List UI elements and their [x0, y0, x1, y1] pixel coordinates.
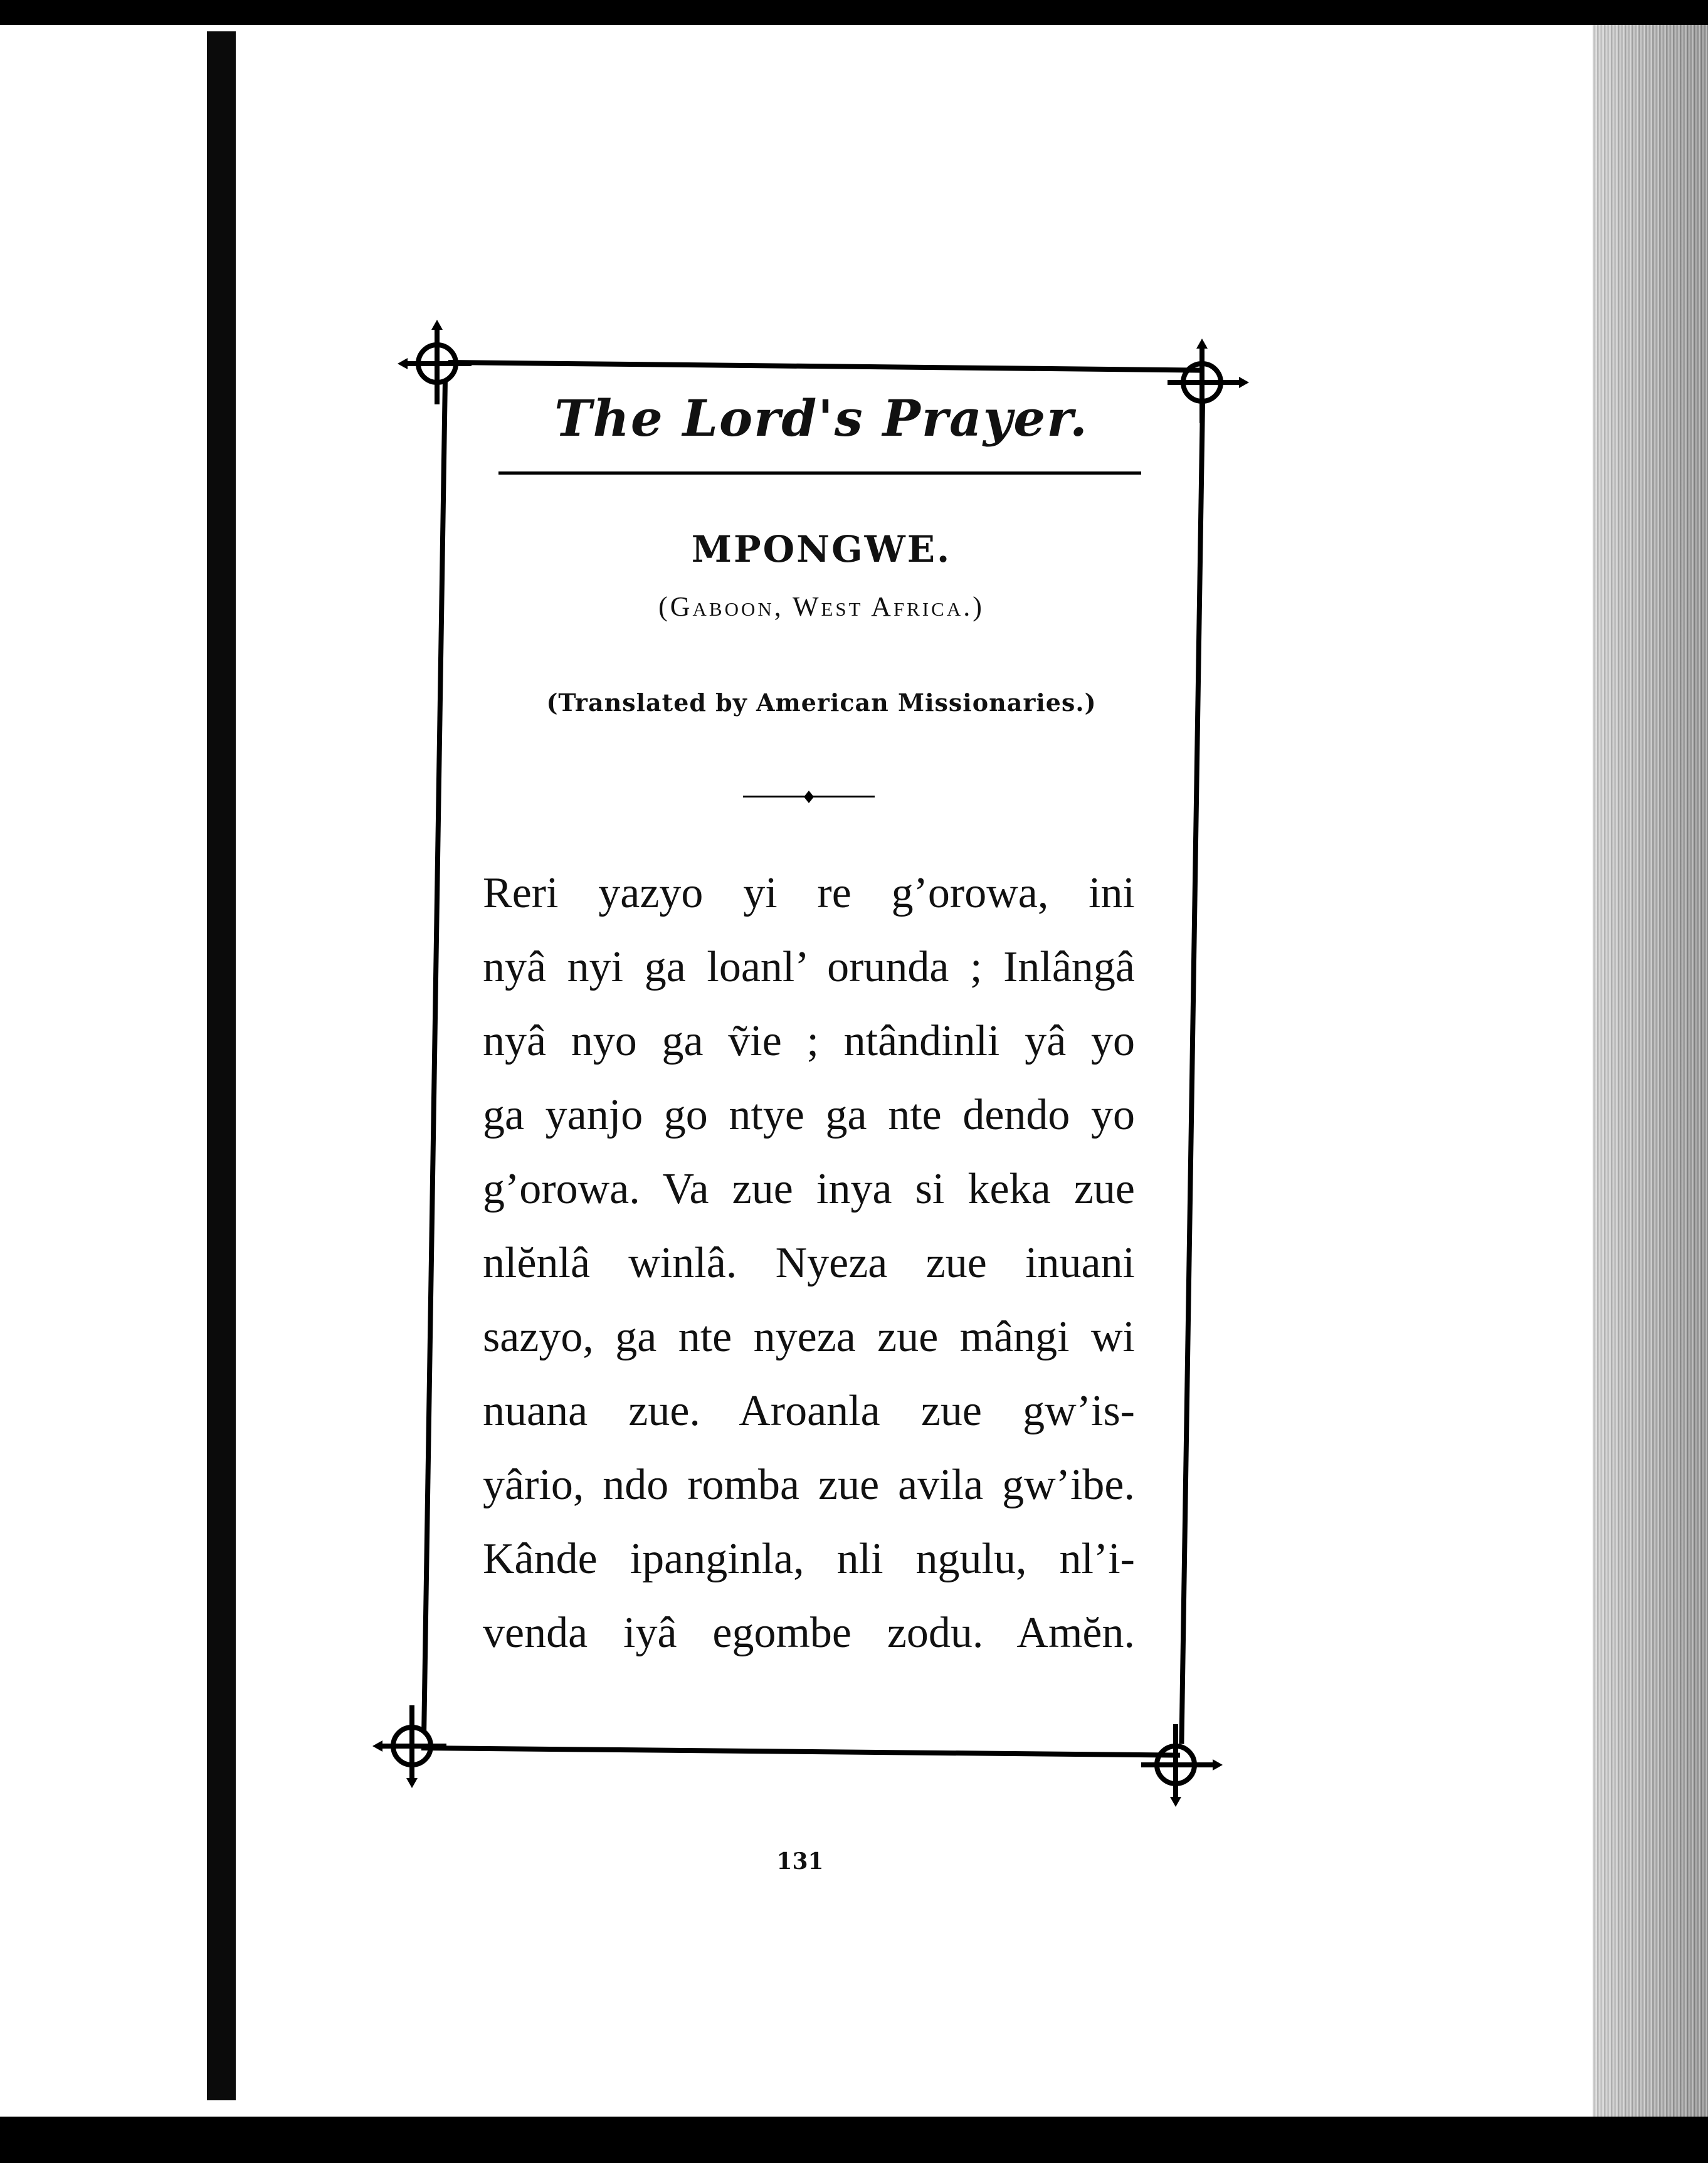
prayer-line: sazyo, ga nte nyeza zue mângi wi: [483, 1313, 1135, 1361]
prayer-line: yârio, ndo romba zue avila gw’ibe.: [483, 1461, 1135, 1509]
prayer-line: venda iyâ egombe zodu. Amĕn.: [483, 1609, 1135, 1657]
book-gutter: [207, 31, 236, 2100]
prayer-line: nyâ nyo ga ṽie ; ntândinli yâ yo: [483, 1017, 1135, 1065]
page-edges-shading: [1593, 25, 1708, 2117]
corner-cross-ornament-icon: [1161, 332, 1255, 426]
scan-border-bottom: [0, 2117, 1708, 2163]
prayer-line: Kânde ipanginla, nli ngulu, nl’i-: [483, 1535, 1135, 1583]
page-number: 131: [776, 1848, 824, 1875]
translator-note: (Translated by American Missionaries.): [546, 688, 1097, 717]
corner-cross-ornament-icon: [371, 1699, 453, 1793]
prayer-line: nlĕnlâ winlâ. Nyeza zue inuani: [483, 1239, 1135, 1287]
facing-page-edge: [0, 25, 207, 2117]
corner-cross-ornament-icon: [396, 313, 478, 408]
region-subtitle: (Gaboon, West Africa.): [658, 591, 984, 622]
prayer-line: ga yanjo go ntye ga nte dendo yo: [483, 1091, 1135, 1139]
corner-cross-ornament-icon: [1135, 1718, 1229, 1812]
prayer-line: Reri yazyo yi re g’orowa, ini: [483, 869, 1135, 917]
prayer-line: nyâ nyi ga loanl’ orunda ; Inlângâ: [483, 943, 1135, 991]
title-underline: [498, 471, 1141, 475]
prayer-line: g’orowa. Va zue inya si keka zue: [483, 1165, 1135, 1213]
section-divider: [743, 787, 875, 806]
scan-border-top: [0, 0, 1708, 25]
page-title: The Lord's Prayer.: [554, 389, 1089, 448]
prayer-line: nuana zue. Aroanla zue gw’is-: [483, 1387, 1135, 1435]
language-heading: MPONGWE.: [691, 528, 952, 571]
